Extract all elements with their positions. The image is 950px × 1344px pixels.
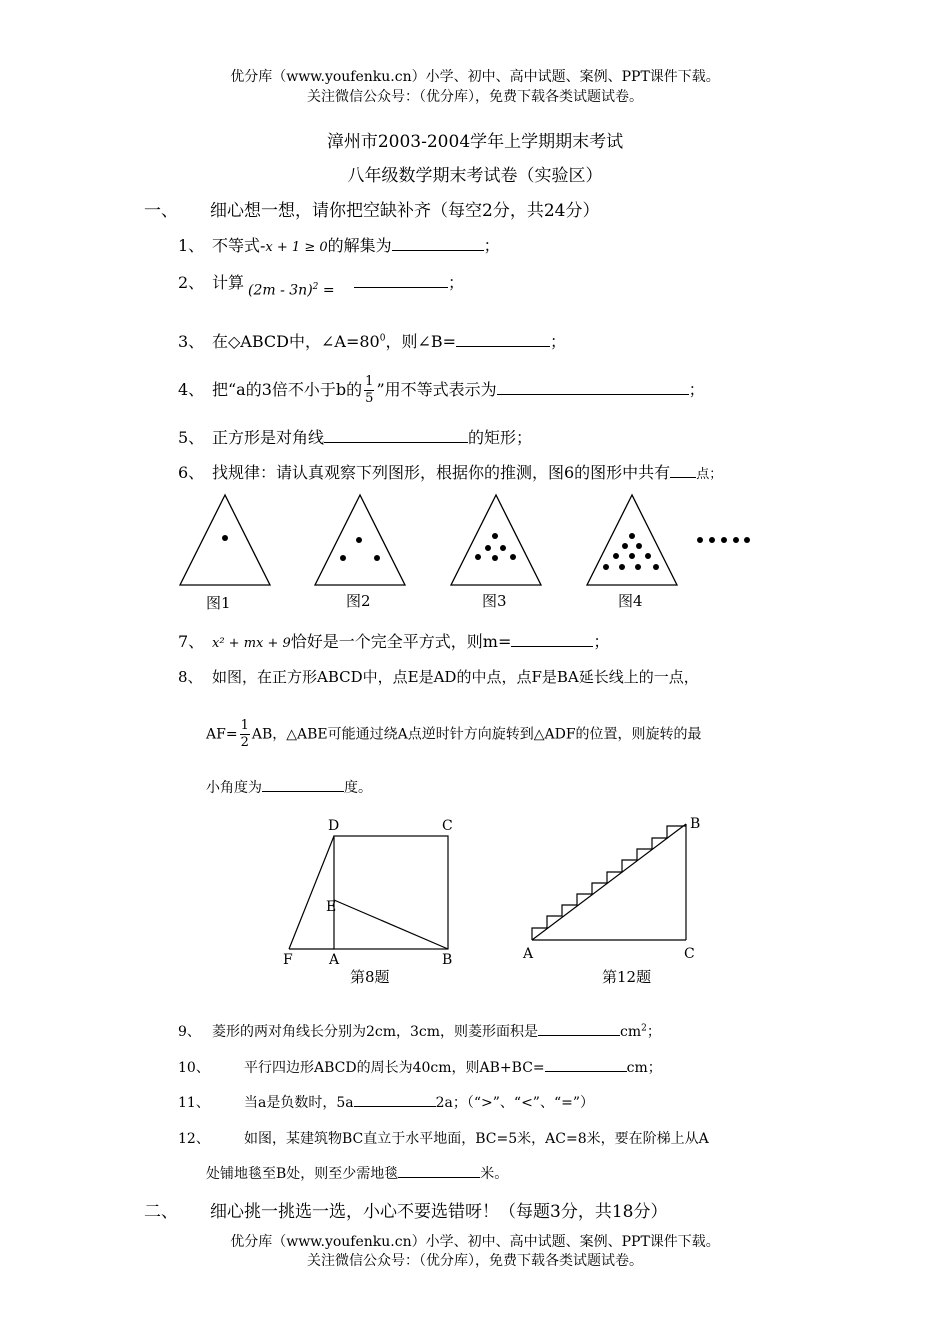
q10-answer-blank[interactable]	[545, 1057, 627, 1072]
question-12-line-2	[206, 1163, 508, 1183]
q5-answer-blank[interactable]	[324, 428, 468, 443]
q11-text-a: 当a是负数时，5a	[244, 1095, 354, 1111]
ellipsis-dots	[697, 537, 750, 543]
q4-numerator: 1	[365, 374, 374, 389]
fig12-label-b: B	[690, 816, 701, 832]
fig8-label-c: C	[442, 818, 453, 834]
q1-end: ；	[483, 236, 500, 255]
q2-number: 2、	[178, 273, 205, 292]
question-4	[178, 374, 705, 407]
q2-expression: (2m - 3n)	[248, 282, 313, 299]
q4-text-b: ”用不等式表示为	[376, 380, 497, 399]
q12-line-1: 如图，某建筑物BC直立于水平地面，BC=5米，AC=8米，要在阶梯上从A	[244, 1131, 709, 1147]
q6-answer-blank[interactable]	[670, 463, 696, 478]
q1-math: x + 1 ≥ 0	[265, 240, 328, 255]
q7-math: x² + mx + 9	[212, 636, 291, 651]
fig-label-4: 图4	[618, 592, 643, 610]
q9-answer-blank[interactable]	[538, 1021, 620, 1036]
footer-line-1: 优分库（www.youfenku.cn）小学、初中、高中试题、案例、PPT课件下载。	[230, 1234, 720, 1250]
fig8-label-d: D	[328, 818, 340, 834]
figure-12-stairs	[532, 824, 686, 940]
header-line-1: 优分库（www.youfenku.cn）小学、初中、高中试题、案例、PPT课件下载。	[230, 69, 720, 85]
question-8-line-2	[206, 718, 702, 751]
q11-answer-blank[interactable]	[354, 1092, 436, 1107]
question-8-line-1	[178, 666, 699, 687]
q3-degree: 0	[379, 333, 386, 344]
header-line-2: 关注微信公众号：（优分库），免费下载各类试题试卷。	[307, 89, 643, 105]
exam-subtitle: 八年级数学期末考试卷（实验区）	[347, 166, 603, 186]
triangle-fig-3	[451, 495, 541, 585]
q4-answer-blank[interactable]	[497, 380, 689, 395]
question-12-line-1	[178, 1128, 709, 1148]
fig8-label-a: A	[329, 952, 340, 968]
q9-number: 9、	[178, 1024, 201, 1040]
q3-answer-blank[interactable]	[456, 332, 550, 347]
q8-line-1: 如图，在正方形ABCD中，点E是AD的中点，点F是BA延长线上的一点，	[212, 668, 699, 686]
exam-title: 漳州市2003-2004学年上学期期末考试	[326, 132, 624, 152]
fig8-caption: 第8题	[350, 968, 390, 986]
q5-text-a: 正方形是对角线	[212, 428, 325, 447]
fig8-label-b: B	[442, 952, 453, 968]
q9-end: ；	[646, 1024, 661, 1040]
q8-line-3b: 度。	[344, 780, 372, 796]
fig8-label-e: E	[326, 899, 337, 915]
q1-answer-blank[interactable]	[392, 236, 484, 251]
question-9	[178, 1021, 661, 1041]
q3-end: ；	[550, 332, 567, 351]
q4-fraction	[364, 374, 374, 407]
section-1-title: 细心想一想，请你把空缺补齐（每空2分，共24分）	[210, 201, 600, 221]
q10-text-b: cm；	[626, 1060, 662, 1076]
q8-line-3a: 小角度为	[206, 780, 262, 796]
question-10	[178, 1057, 662, 1077]
q8-text-b: AB，△ABE可能通过绕A点逆时针方向旋转到△ADF的位置，则旋转的最	[251, 726, 702, 743]
question-3	[178, 329, 566, 352]
q2-text-a: 计算	[212, 273, 245, 292]
q7-number: 7、	[178, 632, 205, 651]
q5-text-b: 的矩形；	[468, 428, 533, 447]
q2-exponent: 2	[312, 282, 319, 292]
q11-text-b: 2a；（“>”、“<”、“=”）	[435, 1095, 594, 1111]
fig8-label-f: F	[283, 952, 293, 968]
question-11	[178, 1092, 594, 1112]
q5-number: 5、	[178, 428, 205, 447]
triangle-fig-2	[315, 495, 405, 585]
question-8-line-3	[206, 777, 372, 797]
pattern-triangles-figure	[170, 490, 770, 615]
q12-line-2a: 处铺地毯至B处，则至少需地毯	[206, 1166, 399, 1182]
section-2-number: 二、	[144, 1202, 178, 1222]
q2-end: ；	[448, 273, 465, 292]
section-1-number: 一、	[144, 201, 178, 221]
q3-text-a: 在◇ABCD中，∠A=80	[212, 332, 380, 351]
q6-number: 6、	[178, 463, 205, 482]
q6-text-b: 点；	[696, 467, 723, 482]
footer-line-2: 关注微信公众号：（优分库），免费下载各类试题试卷。	[307, 1253, 643, 1269]
question-1	[178, 233, 500, 256]
q2-blank-wrap	[354, 270, 464, 293]
fig-label-1: 图1	[206, 594, 231, 612]
q10-text-a: 平行四边形ABCD的周长为40cm，则AB+BC=	[244, 1060, 545, 1076]
q8-fraction	[240, 718, 250, 751]
q12-line-2b: 米。	[480, 1166, 509, 1182]
figure-8-square	[289, 836, 448, 949]
q9-text-a: 菱形的两对角线长分别为2cm，3cm，则菱形面积是	[212, 1024, 539, 1040]
q10-number: 10、	[178, 1060, 210, 1076]
triangle-fig-1	[180, 495, 270, 585]
q7-end: ；	[593, 632, 610, 651]
q2-answer-blank[interactable]	[354, 273, 448, 288]
q1-text-b: 的解集为	[327, 236, 392, 255]
q4-end: ；	[688, 380, 705, 399]
triangle-fig-4	[587, 495, 677, 585]
question-5	[178, 425, 532, 448]
q9-sup: 2	[641, 1023, 647, 1034]
q8-number: 8、	[178, 668, 203, 686]
q8-denominator: 2	[240, 735, 249, 750]
q8-answer-blank[interactable]	[262, 777, 344, 792]
question-7	[178, 629, 609, 652]
question-6	[178, 460, 722, 483]
q1-text-a: 不等式-	[212, 236, 266, 255]
q8-numerator: 1	[240, 718, 249, 733]
q12-number: 12、	[178, 1131, 210, 1147]
q7-answer-blank[interactable]	[511, 632, 593, 647]
q3-text-b: ，则∠B=	[385, 332, 457, 351]
q7-text-a: 恰好是一个完全平方式，则m=	[290, 632, 512, 651]
q4-number: 4、	[178, 380, 205, 399]
q2-equals: =	[318, 282, 335, 299]
geometry-figures	[270, 810, 710, 990]
question-2	[178, 270, 244, 293]
q1-number: 1、	[178, 236, 205, 255]
fig12-caption: 第12题	[602, 968, 652, 986]
q11-number: 11、	[178, 1095, 210, 1111]
fig12-label-a: A	[523, 946, 534, 962]
q2-math	[248, 282, 335, 299]
q4-denominator: 5	[365, 391, 374, 406]
q9-text-b: cm	[620, 1024, 642, 1040]
fig-label-2: 图2	[346, 592, 371, 610]
q8-text-a: AF=	[206, 726, 238, 743]
fig-label-3: 图3	[482, 592, 507, 610]
section-2-title: 细心挑一挑选一选，小心不要选错呀！（每题3分，共18分）	[210, 1202, 668, 1222]
q3-number: 3、	[178, 332, 205, 351]
q4-text-a: 把“a的3倍不小于b的	[212, 380, 363, 399]
q12-answer-blank[interactable]	[398, 1163, 480, 1178]
q6-text-a: 找规律：请认真观察下列图形，根据你的推测，图6的图形中共有	[212, 463, 671, 482]
fig12-label-c: C	[684, 946, 695, 962]
